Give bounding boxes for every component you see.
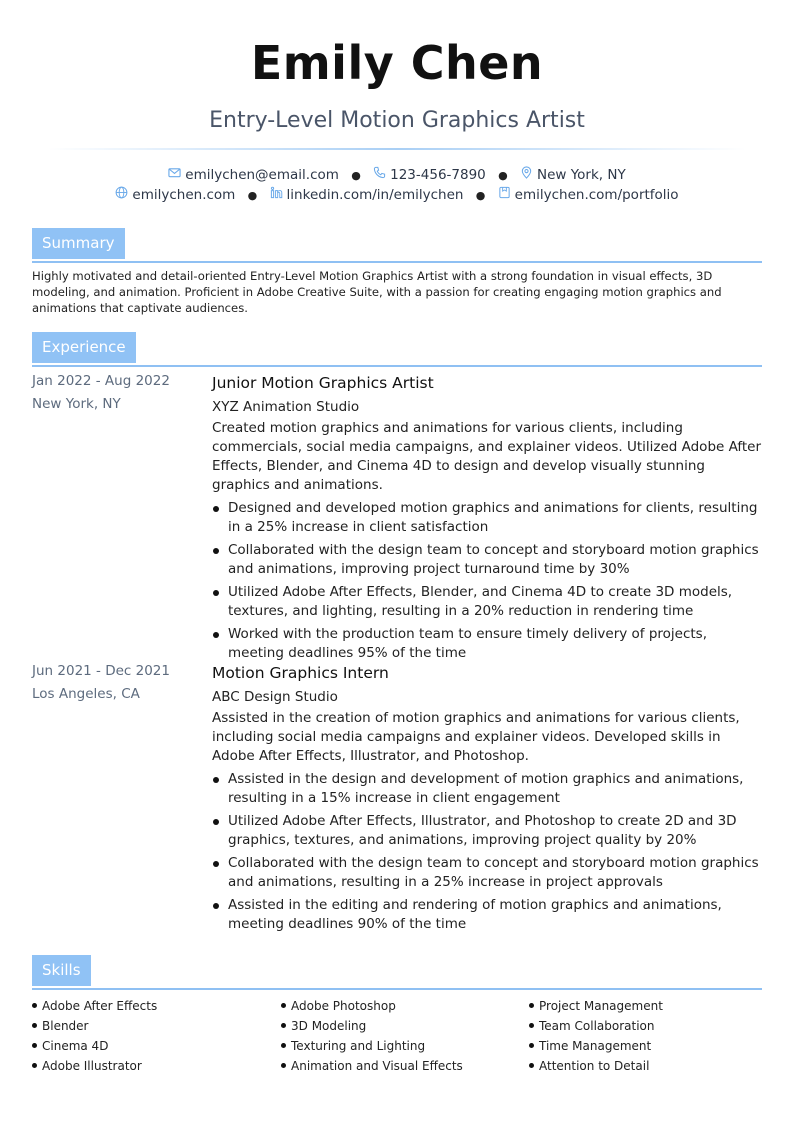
bullet-icon (281, 1063, 286, 1068)
bullet-icon (529, 1063, 534, 1068)
skill-text: Adobe After Effects (42, 999, 158, 1013)
company-name: ABC Design Studio (212, 689, 338, 705)
achievement-text: Assisted in the editing and rendering of motion graphics and animations, meeting deadlines 90% of the time (228, 897, 722, 932)
skill-item (32, 1016, 157, 1036)
achievement-item (212, 541, 764, 579)
contact-location (520, 166, 626, 183)
bullet-icon (213, 632, 219, 638)
bullet-icon (32, 1043, 37, 1048)
bullet-icon (281, 1023, 286, 1028)
bullet-icon (213, 777, 219, 783)
skill-item (281, 1056, 463, 1076)
section-header-skills (32, 955, 762, 990)
contact-phone[interactable] (373, 166, 486, 183)
skill-item (32, 1036, 157, 1056)
achievement-item (212, 625, 764, 663)
skill-text: Adobe Photoshop (291, 999, 396, 1013)
phone-icon (373, 166, 386, 183)
achievement-item (212, 854, 764, 892)
achievement-text: Utilized Adobe After Effects, Blender, and Cinema 4D to create 3D models, textures, and lighting, resulting in a 20% reduction in rendering time (228, 584, 733, 619)
contact-portfolio-text: emilychen.com/portfolio (514, 186, 679, 203)
separator-dot: ● (351, 169, 361, 182)
skill-text: Cinema 4D (42, 1039, 109, 1053)
bullet-icon (213, 861, 219, 867)
contact-website[interactable] (115, 186, 235, 203)
bullet-icon (529, 1003, 534, 1008)
skill-item (32, 1056, 157, 1076)
contact-phone-text: 123-456-7890 (390, 166, 486, 183)
mail-icon (168, 166, 181, 183)
job-dates: Jun 2021 - Dec 2021 (32, 663, 170, 679)
bullet-icon (529, 1043, 534, 1048)
skill-text: Adobe Illustrator (42, 1059, 142, 1073)
contact-website-text: emilychen.com (132, 186, 236, 203)
achievement-list (212, 770, 764, 934)
candidate-name: Emily Chen (250, 36, 544, 90)
skill-item (529, 1036, 663, 1056)
section-title-summary: Summary (32, 228, 125, 259)
achievement-item (212, 770, 764, 808)
location-pin-icon (520, 166, 533, 183)
bullet-icon (213, 590, 219, 596)
achievement-text: Assisted in the design and development of motion graphics and animations, resulting in a 15% increase in client engagement (228, 771, 744, 806)
achievement-text: Worked with the production team to ensure timely delivery of projects, meeting deadlines 95% of the time (228, 626, 708, 661)
skill-text: Attention to Detail (539, 1059, 650, 1073)
job-location: Los Angeles, CA (32, 686, 140, 702)
section-title-experience: Experience (32, 332, 136, 363)
job-location: New York, NY (32, 396, 121, 412)
job-dates: Jan 2022 - Aug 2022 (32, 373, 170, 389)
skill-item (32, 996, 157, 1016)
job-title: Junior Motion Graphics Artist (212, 374, 434, 392)
header-divider (48, 148, 746, 150)
achievement-text: Collaborated with the design team to concept and storyboard motion graphics and animations, improving project turnaround time by 30% (228, 542, 759, 577)
contact-row-primary (0, 166, 794, 183)
bullet-icon (32, 1023, 37, 1028)
linkedin-icon (270, 186, 283, 203)
skill-text: 3D Modeling (291, 1019, 367, 1033)
skills-column (32, 996, 157, 1076)
company-name: XYZ Animation Studio (212, 399, 360, 415)
achievement-item (212, 583, 764, 621)
skill-text: Time Management (539, 1039, 652, 1053)
bullet-icon (32, 1063, 37, 1068)
skill-text: Animation and Visual Effects (291, 1059, 463, 1073)
skill-item (281, 1036, 463, 1056)
skill-item (529, 1016, 663, 1036)
achievement-item (212, 499, 764, 537)
bullet-icon (529, 1023, 534, 1028)
contact-location-text: New York, NY (536, 166, 626, 183)
skills-column (529, 996, 663, 1076)
bullet-icon (281, 1043, 286, 1048)
contact-row-secondary (0, 186, 794, 203)
skill-text: Blender (42, 1019, 89, 1033)
globe-icon (115, 186, 128, 203)
achievement-text: Utilized Adobe After Effects, Illustrator, and Photoshop to create 2D and 3D graphics, textures, and animations, improving project quality by 20% (228, 813, 737, 848)
section-header-experience (32, 332, 762, 367)
bullet-icon (281, 1003, 286, 1008)
job-title: Motion Graphics Intern (212, 664, 389, 682)
experience-entry (212, 373, 764, 663)
summary-text: Highly motivated and detail-oriented Entry-Level Motion Graphics Artist with a strong foundation in visual effects, 3D modeling, and animation. Proficient in Adobe Creative Suite, with a passion for creating engaging motion graphics and animations that captivate audiences. (32, 269, 722, 315)
section-title-skills: Skills (32, 955, 91, 986)
section-header-summary (32, 228, 762, 263)
job-title-headline: Entry-Level Motion Graphics Artist (209, 108, 585, 133)
job-description: Created motion graphics and animations for various clients, including commercials, social media campaigns, and explainer videos. Utilized Adobe After Effects, Blender, and Cinema 4D to design and develop visually stunning graphics and animations. (212, 420, 762, 493)
job-description: Assisted in the creation of motion graphics and animations for various clients, including social media campaigns and explainer videos. Developed skills in Adobe After Effects, Illustrator, and Photoshop. (212, 710, 740, 764)
contact-portfolio[interactable] (498, 186, 679, 203)
separator-dot: ● (475, 189, 486, 202)
achievement-item (212, 812, 764, 850)
portfolio-icon (498, 186, 511, 203)
contact-linkedin-text: linkedin.com/in/emilychen (286, 186, 464, 203)
bullet-icon (213, 819, 219, 825)
bullet-icon (213, 903, 219, 909)
experience-entry (212, 663, 764, 934)
achievement-list (212, 499, 764, 663)
contact-email[interactable] (168, 166, 339, 183)
skills-column (281, 996, 463, 1076)
skill-item (281, 1016, 463, 1036)
bullet-icon (213, 548, 219, 554)
skill-item (529, 1056, 663, 1076)
bullet-icon (213, 506, 219, 512)
skill-text: Texturing and Lighting (291, 1039, 426, 1053)
separator-dot: ● (498, 169, 508, 182)
skill-text: Project Management (539, 999, 663, 1013)
achievement-text: Designed and developed motion graphics and animations for clients, resulting in a 25% increase in client satisfaction (228, 500, 758, 535)
skill-text: Team Collaboration (539, 1019, 655, 1033)
bullet-icon (32, 1003, 37, 1008)
achievement-text: Collaborated with the design team to concept and storyboard motion graphics and animations, resulting in a 25% increase in project approvals (228, 855, 759, 890)
separator-dot: ● (247, 189, 258, 202)
contact-linkedin[interactable] (270, 186, 464, 203)
achievement-item (212, 896, 764, 934)
skill-item (281, 996, 463, 1016)
skill-item (529, 996, 663, 1016)
contact-email-text: emilychen@email.com (185, 166, 339, 183)
